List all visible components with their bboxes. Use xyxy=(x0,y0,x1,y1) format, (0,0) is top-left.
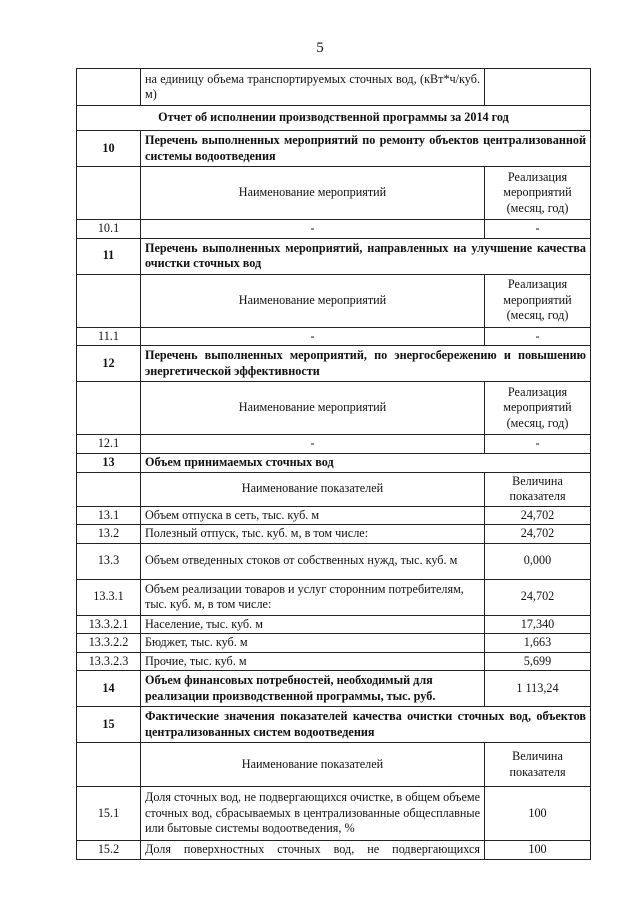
row-text: Бюджет, тыс. куб. м xyxy=(141,634,485,653)
row-number: 13.3.1 xyxy=(77,579,141,615)
section-row xyxy=(77,238,591,274)
row-text: Объем финансовых потребностей, необходимый для реализации производственной программы, тыс. руб. xyxy=(141,671,485,707)
row-number xyxy=(77,69,141,106)
row-text: Доля сточных вод, не подвергающихся очистке, в общем объеме сточных вод, сбрасываемых в централизованные общесплавные или бытовые системы водоотведения, % xyxy=(141,787,485,841)
column-header-value: Величина показателя xyxy=(485,743,591,787)
row-value: 1,663 xyxy=(485,634,591,653)
section-number: 15 xyxy=(77,707,141,743)
section-number: 11 xyxy=(77,238,141,274)
row-text: Доля поверхностных сточных вод, не подвергающихся xyxy=(141,841,485,860)
report-title-row xyxy=(77,106,591,131)
row-text: - xyxy=(141,327,485,346)
empty-cell xyxy=(77,382,141,435)
column-header-value: Реализация мероприятий (месяц, год) xyxy=(485,167,591,220)
row-number: 13.3.2.3 xyxy=(77,652,141,671)
table-row xyxy=(77,787,591,841)
table-row xyxy=(77,327,591,346)
column-header-row xyxy=(77,472,591,506)
row-value xyxy=(485,69,591,106)
column-header-row xyxy=(77,382,591,435)
column-header-value: Реализация мероприятий (месяц, год) xyxy=(485,382,591,435)
column-header-value: Реализация мероприятий (месяц, год) xyxy=(485,274,591,327)
row-value: - xyxy=(485,435,591,454)
column-header-row xyxy=(77,167,591,220)
section-title: Фактические значения показателей качества очистки сточных вод, объектов централизованных систем водоотведения xyxy=(141,707,591,743)
column-header-name: Наименование мероприятий xyxy=(141,274,485,327)
column-header-name: Наименование показателей xyxy=(141,472,485,506)
production-program-table xyxy=(76,68,591,860)
row-value: 17,340 xyxy=(485,615,591,634)
section-title: Перечень выполненных мероприятий по ремонту объектов централизованной системы водоотведения xyxy=(141,131,591,167)
table-row xyxy=(77,671,591,707)
row-value: 24,702 xyxy=(485,525,591,544)
row-value: 100 xyxy=(485,787,591,841)
empty-cell xyxy=(77,472,141,506)
section-number: 10 xyxy=(77,131,141,167)
empty-cell xyxy=(77,274,141,327)
row-text: Население, тыс. куб. м xyxy=(141,615,485,634)
section-number: 12 xyxy=(77,346,141,382)
table-row xyxy=(77,615,591,634)
column-header-row xyxy=(77,743,591,787)
row-value: - xyxy=(485,327,591,346)
section-title: Перечень выполненных мероприятий, по энергосбережению и повышению энергетической эффективности xyxy=(141,346,591,382)
table-row xyxy=(77,543,591,579)
row-number: 10.1 xyxy=(77,220,141,239)
row-number: 13.1 xyxy=(77,506,141,525)
column-header-value: Величина показателя xyxy=(485,472,591,506)
row-text: на единицу объема транспортируемых сточных вод, (кВт*ч/куб. м) xyxy=(141,69,485,106)
table-row xyxy=(77,634,591,653)
row-value: 1 113,24 xyxy=(485,671,591,707)
section-title: Объем принимаемых сточных вод xyxy=(141,453,591,472)
row-value: 100 xyxy=(485,841,591,860)
empty-cell xyxy=(77,743,141,787)
row-text: Объем отпуска в сеть, тыс. куб. м xyxy=(141,506,485,525)
column-header-row xyxy=(77,274,591,327)
page-number: 5 xyxy=(316,40,324,56)
row-text: Объем реализации товаров и услуг сторонним потребителям, тыс. куб. м, в том числе: xyxy=(141,579,485,615)
row-text: - xyxy=(141,435,485,454)
row-number: 13.2 xyxy=(77,525,141,544)
column-header-name: Наименование мероприятий xyxy=(141,167,485,220)
row-number: 15.2 xyxy=(77,841,141,860)
section-row xyxy=(77,346,591,382)
row-text: Объем отведенных стоков от собственных нужд, тыс. куб. м xyxy=(141,543,485,579)
column-header-name: Наименование показателей xyxy=(141,743,485,787)
table-row xyxy=(77,652,591,671)
row-number: 13.3.2.2 xyxy=(77,634,141,653)
row-number: 14 xyxy=(77,671,141,707)
row-value: - xyxy=(485,220,591,239)
row-number: 15.1 xyxy=(77,787,141,841)
row-text: Полезный отпуск, тыс. куб. м, в том числе: xyxy=(141,525,485,544)
table-row xyxy=(77,69,591,106)
table-row xyxy=(77,579,591,615)
row-number: 12.1 xyxy=(77,435,141,454)
row-number: 13.3.2.1 xyxy=(77,615,141,634)
section-row xyxy=(77,131,591,167)
section-number: 13 xyxy=(77,453,141,472)
table-row xyxy=(77,435,591,454)
row-number: 13.3 xyxy=(77,543,141,579)
table-row xyxy=(77,841,591,860)
table-row xyxy=(77,525,591,544)
report-title: Отчет об исполнении производственной программы за 2014 год xyxy=(77,106,591,131)
row-value: 0,000 xyxy=(485,543,591,579)
row-value: 5,699 xyxy=(485,652,591,671)
row-value: 24,702 xyxy=(485,579,591,615)
column-header-name: Наименование мероприятий xyxy=(141,382,485,435)
table-row xyxy=(77,220,591,239)
section-title: Перечень выполненных мероприятий, направленных на улучшение качества очистки сточных вод xyxy=(141,238,591,274)
row-value: 24,702 xyxy=(485,506,591,525)
row-number: 11.1 xyxy=(77,327,141,346)
row-text: - xyxy=(141,220,485,239)
empty-cell xyxy=(77,167,141,220)
section-row xyxy=(77,707,591,743)
table-row xyxy=(77,506,591,525)
section-row xyxy=(77,453,591,472)
row-text: Прочие, тыс. куб. м xyxy=(141,652,485,671)
